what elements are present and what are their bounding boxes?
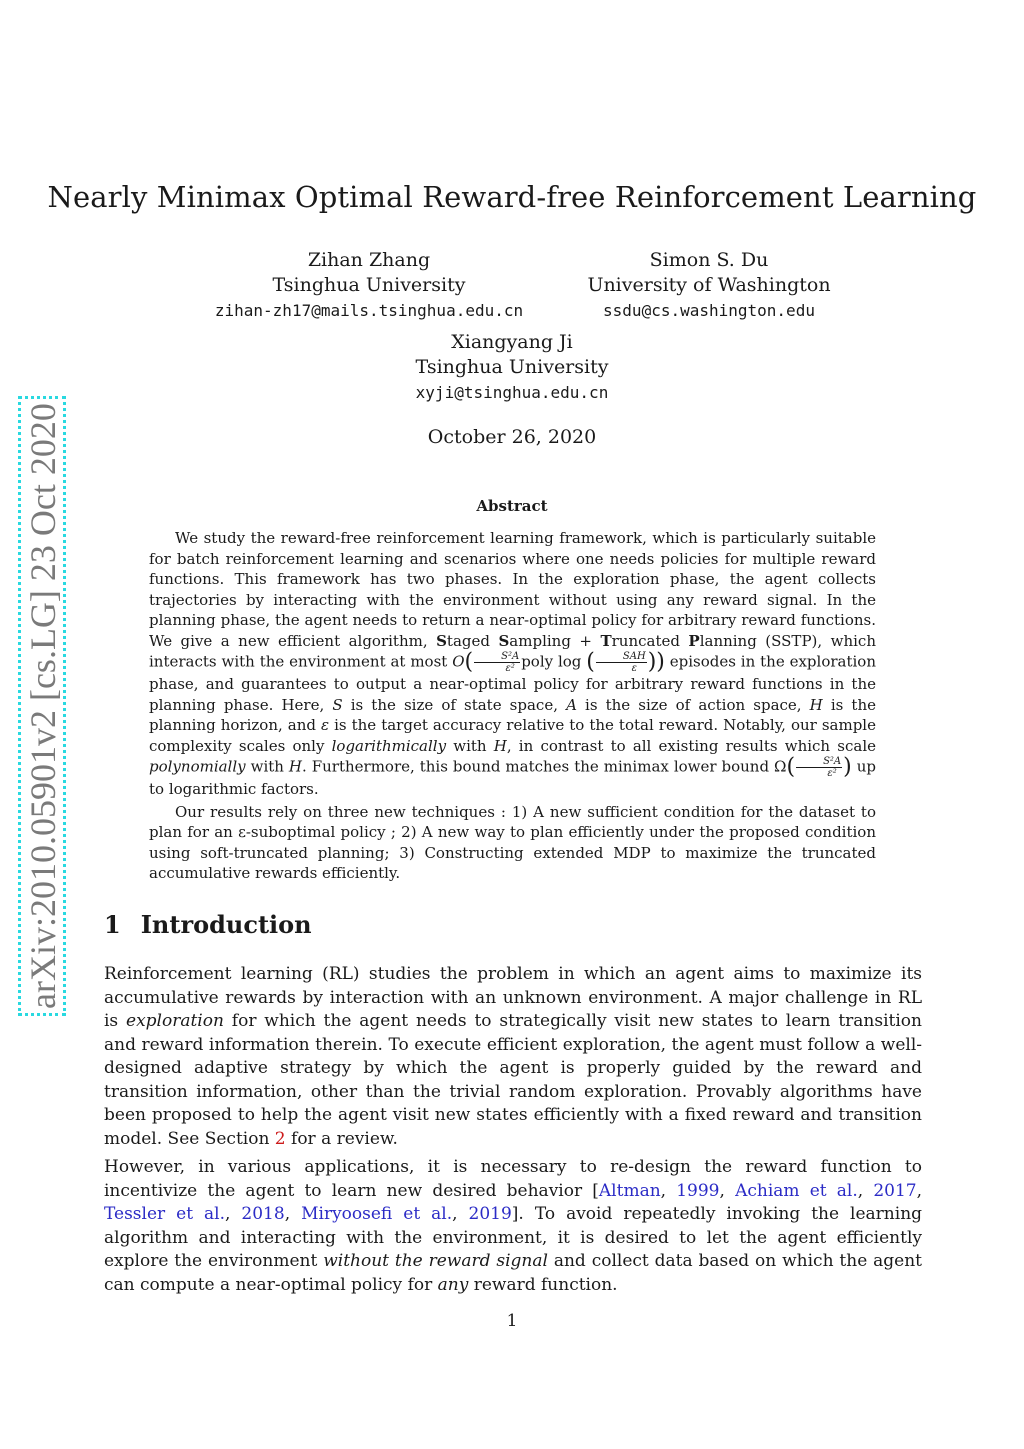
introduction-body (104, 963, 922, 1297)
math-var: O (452, 652, 465, 671)
abstract-heading: Abstract (476, 497, 548, 515)
author-affiliation: University of Washington (587, 274, 831, 296)
paper-date: October 26, 2020 (427, 426, 597, 448)
author-affiliation: Tsinghua University (415, 356, 609, 378)
author-name: Zihan Zhang (307, 249, 431, 271)
author-block-1 (215, 248, 523, 323)
math-fraction: $\frac{\text{S²A}}{\text{ε²}}$ (474, 651, 520, 674)
citation-link[interactable]: 2019 (468, 1204, 512, 1224)
page-number: 1 (506, 1311, 518, 1331)
citation-link[interactable]: 2018 (241, 1204, 285, 1224)
author-email[interactable]: xyji@tsinghua.edu.cn (415, 383, 609, 402)
paper-title: Nearly Minimax Optimal Reward-free Reinforcement Learning (47, 180, 977, 214)
author-block-3 (416, 330, 609, 405)
arxiv-watermark: arXiv:2010.05901v2 [cs.LG] 23 Oct 2020 (18, 396, 66, 1016)
citation-link[interactable]: Tessler et al. (104, 1204, 226, 1224)
citation-link[interactable]: 2017 (873, 1180, 917, 1201)
intro-paragraph-1: Reinforcement learning (RL) studies the problem in which an agent aims to maximize its accumulative rewards by interaction with an unknown environment. A major challenge in RL is exploration for which the agent needs to strategically visit new states to learn transition and reward information therein. To execute efficient exploration, the agent must follow a well-designed adaptive strategy by which the agent is properly guided by the reward and transition information, other than the trivial random exploration. Provably algorithms have been proposed to help the agent visit new states efficiently with a fixed reward and transition model. See Section 2 for a review. (104, 964, 922, 1149)
math-fraction: $\frac{\text{SAH}}{\varepsilon}$ (596, 651, 647, 674)
abstract-paragraph-2: Our results rely on three new techniques : 1) A new sufficient condition for the dataset to plan for an ε-suboptimal policy ; 2) A new way to plan efficiently under the proposed condition using soft-truncated planning; 3) Constructing extended MDP to maximize the truncated accumulative rewards efficiently. (149, 802, 876, 882)
author-email[interactable]: ssdu@cs.washington.edu (603, 301, 815, 320)
abstract-body (149, 528, 876, 884)
author-affiliation: Tsinghua University (272, 274, 466, 296)
abstract-paragraph-1: We study the reward-free reinforcement learning framework, which is particularly suitable for batch reinforcement learning and scenarios where one needs policies for multiple reward functions. This framework has two phases. In the exploration phase, the agent collects trajectories by interacting with the environment without using any reward signal. In the planning phase, the agent needs to return a near-optimal policy for arbitrary reward functions. We give a new efficient algorithm, Staged Sampling + Truncated Planning (SSTP), which interacts with the environment at most O( $\frac{\text{S²A}}{\text{ε²}}$ poly log ( $\frac{\text{SAH}}{\varepsilon}$ )) episodes in the exploration phase, and guarantees to output a near-optimal policy for arbitrary reward functions in the planning phase. Here, S is the size of state space, A is the size of action space, H is the planning horizon, and ε is the target accuracy relative to the total reward. Notably, our sample complexity scales only logarithmically with H, in contrast to all existing results which scale polynomially with H. Furthermore, this bound matches the minimax lower bound Ω( $\frac{\text{S²A}}{\text{ε²}}$ ) up to logarithmic factors. (149, 529, 876, 798)
author-name: Xiangyang Ji (451, 331, 573, 353)
section-heading (104, 910, 312, 939)
intro-paragraph-2: However, in various applications, it is necessary to re-design the reward function to incentivize the agent to learn new desired behavior [Altman, 1999, Achiam et al., 2017, Tessler et al., 2018, Miryoosefi et al., 2019]. To avoid repeatedly invoking the learning algorithm and interacting with the environment, it is desired to let the agent efficiently explore the environment without the reward signal and collect data based on which the agent can compute a near-optimal policy for any reward function. (104, 1157, 923, 1295)
section-number: 1 (104, 910, 121, 939)
section-title: Introduction (140, 910, 312, 939)
author-name: Simon S. Du (649, 249, 769, 271)
citation-link[interactable]: Altman (598, 1180, 661, 1201)
section-link[interactable]: 2 (274, 1128, 286, 1149)
citation-link[interactable]: 1999 (676, 1180, 720, 1201)
citation-link[interactable]: Miryoosefi et al. (301, 1204, 453, 1224)
author-email[interactable]: zihan-zh17@mails.tsinghua.edu.cn (214, 301, 524, 320)
citation-link[interactable]: Achiam et al. (735, 1180, 858, 1201)
math-fraction: $\frac{\text{S²A}}{\text{ε²}}$ (796, 756, 842, 779)
author-block-2 (587, 248, 830, 323)
